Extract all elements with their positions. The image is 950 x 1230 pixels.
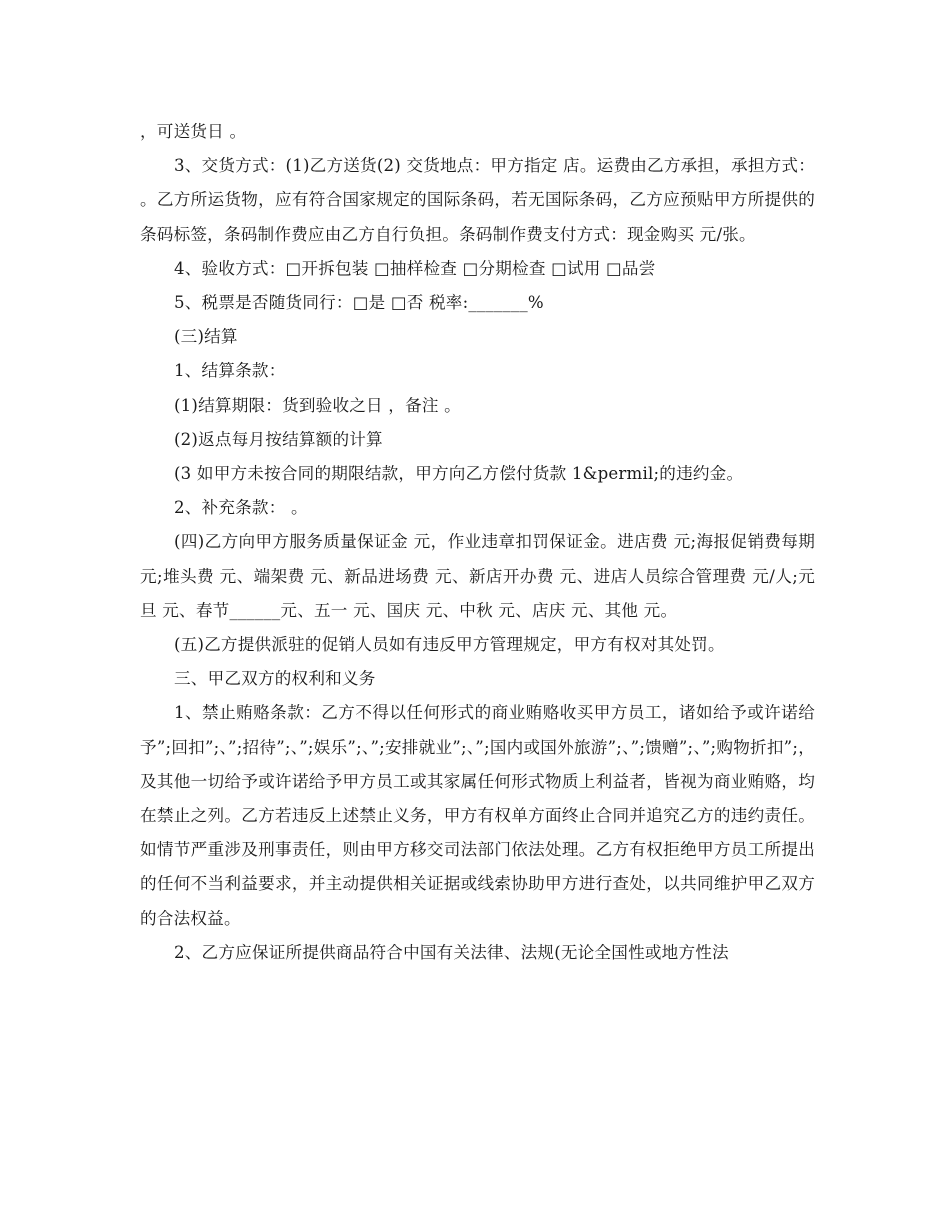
paragraph-late-penalty: (3 如甲方未按合同的期限结款，甲方向乙方偿付货款 1&permil;的违约金。 [174, 464, 744, 484]
paragraph-anti-bribery: 1、禁止贿赂条款：乙方不得以任何形式的商业贿赂收买甲方员工，诸如给予或许诺给予”;回扣”;、”;招待”;、”;娱乐”;、”;安排就业”;、”;国内或国外旅游”;、”;馈赠”;、”;购物折扣”;，及其他一切给予或许诺给予甲方员工或其家属任何形式物质上利益者，皆视为商业贿赂，均在禁止之列。乙方若违反上述禁止义务，甲方有权单方面终止合同并追究乙方的违约责任。如情节严重涉及刑事责任，则由甲方移交司法部门依法处理。乙方有权拒绝甲方员工所提出的任何不当利益要求，并主动提供相关证据或线索协助甲方进行查处，以共同维护甲乙双方的合法权益。 [140, 703, 815, 928]
paragraph-settlement-terms: 1、结算条款： [174, 361, 286, 381]
paragraph-inspection-method: 4、验收方式：□开拆包装 □抽样检查 □分期检查 □试用 □品尝 [174, 258, 656, 278]
paragraph-supplementary-terms: 2、补充条款： 。 [174, 498, 308, 518]
section-heading-rights-obligations: 三、甲乙双方的权利和义务 [174, 669, 376, 689]
document-body [140, 115, 815, 970]
paragraph-delivery-date: ，可送货日 。 [140, 122, 247, 141]
paragraph-fees: (四)乙方向甲方服务质量保证金 元，作业违章扣罚保证金。进店费 元;海报促销费每期 元;堆头费 元、端架费 元、新品进场费 元、新店开办费 元、进店人员综合管理费 元/人;元旦 元、春节______元、五一 元、国庆 元、中秋 元、店庆 元、其他 元。 [140, 532, 815, 620]
paragraph-product-compliance: 2、乙方应保证所提供商品符合中国有关法律、法规(无论全国性或地方性法 [174, 942, 729, 962]
paragraph-tax-invoice: 5、税票是否随货同行：□是 □否 税率:_______% [174, 293, 544, 313]
paragraph-promoter-penalty: (五)乙方提供派驻的促销人员如有违反甲方管理规定，甲方有权对其处罚。 [174, 635, 725, 655]
paragraph-delivery-method: 3、交货方式：(1)乙方送货(2) 交货地点：甲方指定 店。运费由乙方承担，承担方式： 。乙方所运货物，应有符合国家规定的国际条码，若无国际条码，乙方应预贴甲方所提供的条码标签，条码制作费应由乙方自行负担。条码制作费支付方式：现金购买 元/张。 [140, 156, 815, 244]
paragraph-settlement-period: (1)结算期限：货到验收之日 ，备注 。 [174, 395, 461, 415]
section-heading-settlement: (三)结算 [174, 327, 238, 347]
paragraph-rebate: (2)返点每月按结算额的计算 [174, 429, 383, 449]
